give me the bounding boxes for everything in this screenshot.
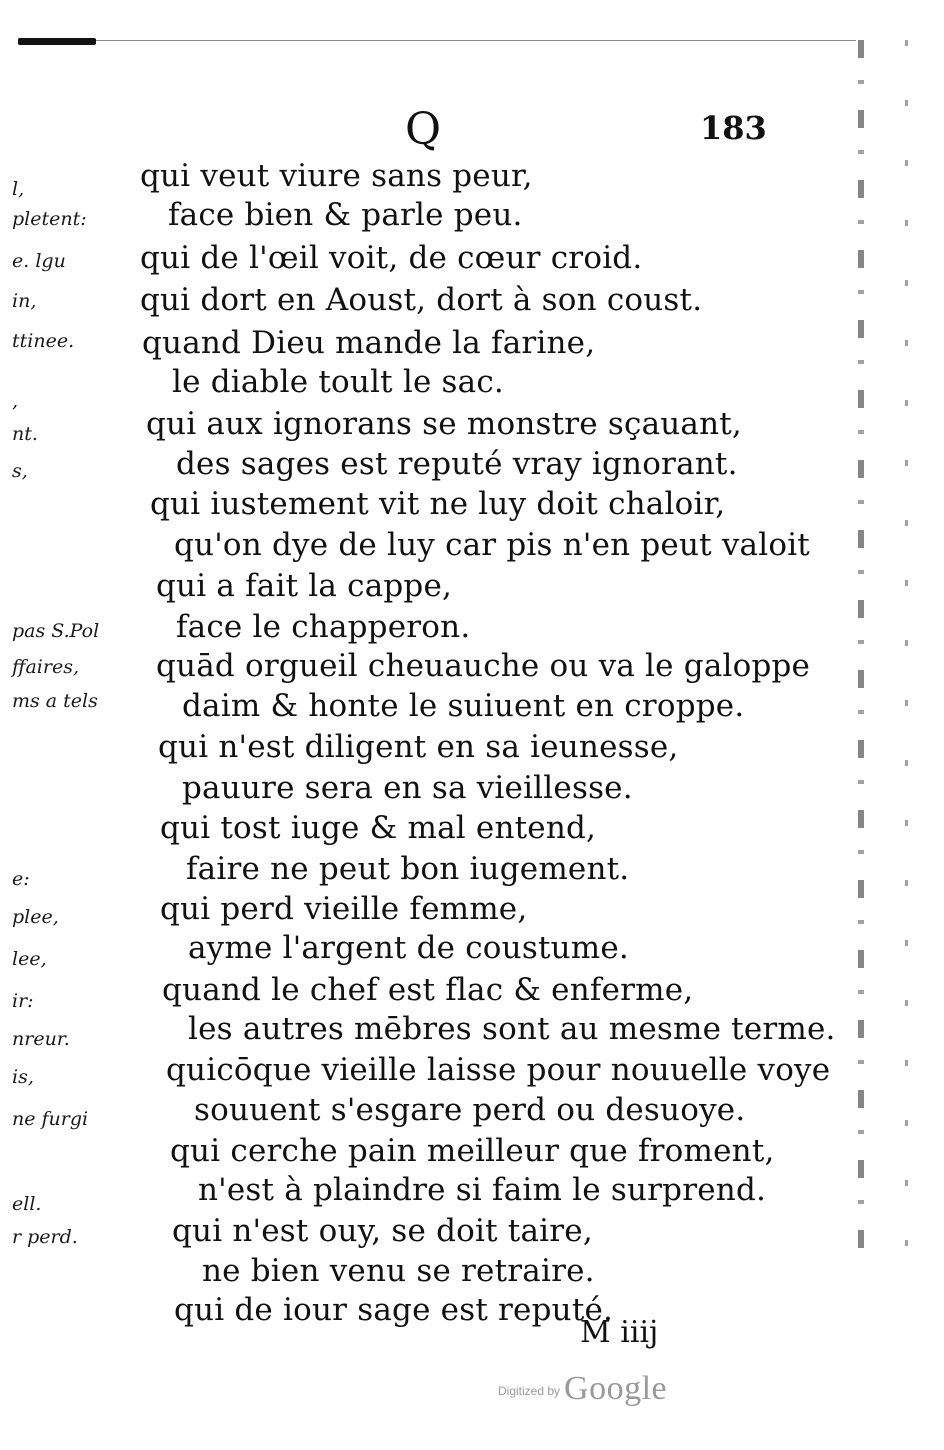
proverb-line: qui perd vieille femme, <box>160 891 528 927</box>
proverb-continuation: le diable toult le sac. <box>172 364 504 400</box>
proverb-continuation: les autres mēbres sont au mesme terme. <box>188 1011 836 1047</box>
proverb-line: qui iustement vit ne luy doit chaloir, <box>150 486 726 522</box>
proverb-continuation: ne bien venu se retraire. <box>202 1253 595 1289</box>
proverb-line: quand Dieu mande la farine, <box>142 325 596 361</box>
proverb-line: qui dort en Aoust, dort à son coust. <box>140 282 703 318</box>
proverb-line: qui n'est diligent en sa ieunesse, <box>158 729 679 765</box>
proverb-line: qui de iour sage est reputé. <box>174 1292 614 1328</box>
binding-edge-outer <box>905 40 908 1250</box>
margin-fragment: ne furgi <box>12 1108 89 1130</box>
margin-fragment: s, <box>12 460 28 482</box>
proverb-continuation: qu'on dye de luy car pis n'en peut valoit <box>174 527 810 563</box>
margin-fragment: is, <box>12 1066 34 1088</box>
margin-fragment: plee, <box>12 906 59 928</box>
proverb-line: qui veut viure sans peur, <box>140 158 533 194</box>
proverb-continuation: faire ne peut bon iugement. <box>186 851 630 887</box>
proverb-continuation: ayme l'argent de coustume. <box>188 930 629 966</box>
proverb-line: qui de l'œil voit, de cœur croid. <box>140 240 643 276</box>
margin-fragment: l, <box>12 178 25 200</box>
section-letter: Q <box>405 104 442 155</box>
margin-fragment: in, <box>12 290 37 312</box>
proverb-continuation: des sages est reputé vray ignorant. <box>176 446 738 482</box>
watermark-prefix: Digitized by <box>498 1384 561 1398</box>
digitization-watermark <box>498 1370 667 1408</box>
gathering-signature: M iiij <box>580 1315 659 1350</box>
proverb-line: qui aux ignorans se monstre sçauant, <box>146 406 742 442</box>
margin-fragment: , <box>12 390 19 412</box>
page-number: 183 <box>700 109 767 147</box>
proverb-line: qui a fait la cappe, <box>156 568 453 604</box>
margin-fragment: nt. <box>12 423 38 445</box>
margin-fragment: ir: <box>12 990 34 1012</box>
proverb-line: quād orgueil cheuauche ou va le galoppe <box>156 648 811 684</box>
margin-fragment: nreur. <box>12 1028 70 1050</box>
proverb-continuation: face bien & parle peu. <box>168 197 523 233</box>
margin-fragment: pas S.Pol <box>12 620 100 642</box>
margin-fragment: lee, <box>12 948 47 970</box>
proverb-line: quand le chef est flac & enferme, <box>162 972 694 1008</box>
proverb-line: qui cerche pain meilleur que froment, <box>170 1133 775 1169</box>
proverb-continuation: daim & honte le suiuent en croppe. <box>182 688 745 724</box>
margin-fragment: pletent: <box>12 208 87 230</box>
watermark-brand: Google <box>564 1370 668 1407</box>
proverb-line: qui tost iuge & mal entend, <box>160 810 597 846</box>
proverb-continuation: face le chapperon. <box>176 609 471 645</box>
margin-fragment: ms a tels <box>12 690 98 712</box>
margin-fragment: r perd. <box>12 1226 78 1248</box>
proverb-continuation: souuent s'esgare perd ou desuoye. <box>194 1092 746 1128</box>
binding-edge <box>858 40 864 1250</box>
margin-fragment: ffaires, <box>12 656 79 678</box>
proverb-continuation: pauure sera en sa vieillesse. <box>182 770 633 806</box>
bleed-through-margin <box>12 170 102 1270</box>
proverb-line: quicōque vieille laisse pour nouuelle voye <box>166 1052 831 1088</box>
proverb-line: qui n'est ouy, se doit taire, <box>172 1213 593 1249</box>
margin-fragment: e: <box>12 868 30 890</box>
margin-fragment: ell. <box>12 1193 42 1215</box>
proverb-continuation: n'est à plaindre si faim le surprend. <box>198 1172 767 1208</box>
top-rule <box>18 38 96 45</box>
margin-fragment: e. lgu <box>12 250 66 272</box>
top-rule-thin <box>96 40 856 41</box>
margin-fragment: ttinee. <box>12 330 75 352</box>
